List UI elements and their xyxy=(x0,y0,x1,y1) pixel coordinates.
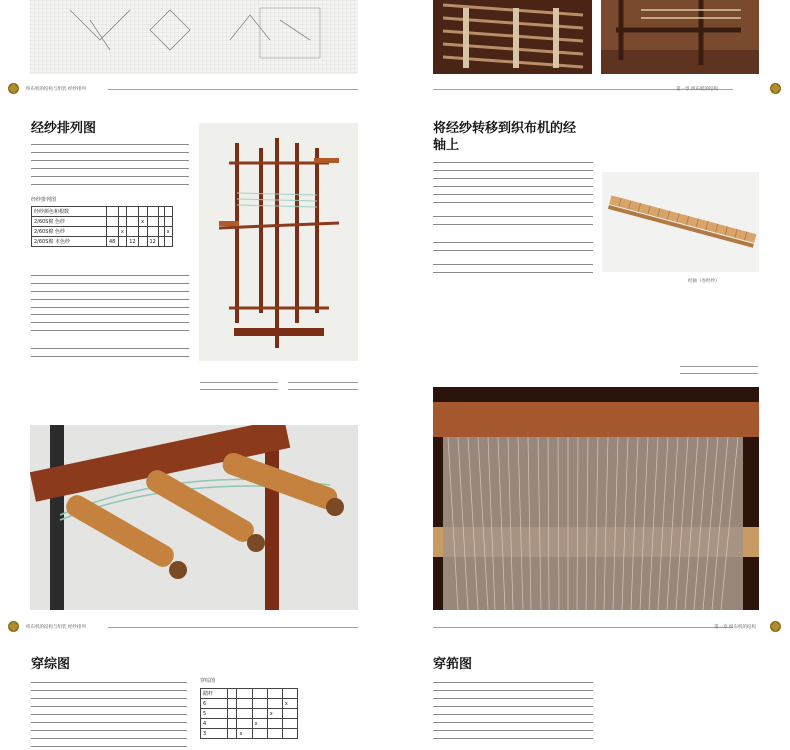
section-title-threading: 穿综图 xyxy=(31,657,71,672)
table-header-cell: 经纱颜色和根数 xyxy=(32,207,107,217)
table-row: 2/60S棉 本色纱 48 12 12 xyxy=(32,237,173,247)
loom-frame-drawing xyxy=(601,0,759,74)
table-row: 5 x xyxy=(201,709,298,719)
table-row: 踏杆 xyxy=(201,689,298,699)
running-footer-left-bottom: 织布机的结构与组装 经纱排列 xyxy=(26,625,86,630)
warp-order-table xyxy=(31,206,173,247)
body-text xyxy=(433,680,593,742)
page-badge-right-bottom xyxy=(770,621,781,632)
section-title-reeding: 穿筘图 xyxy=(433,657,473,672)
running-footer-right-bottom: 第一章 织布机的结构 xyxy=(714,625,756,630)
body-text xyxy=(433,214,593,232)
body-text xyxy=(31,346,189,364)
warping-frame-photo xyxy=(199,123,358,361)
warp-threads-on-loom-photo xyxy=(433,387,759,610)
table-row: 2/60S棉 色纱 x xyxy=(32,217,173,227)
warp-beam-photo xyxy=(602,172,759,272)
body-text xyxy=(433,262,593,274)
warp-beam-drawing xyxy=(602,172,759,272)
weaving-draft-photo xyxy=(30,0,358,74)
page-badge-left-bottom xyxy=(8,621,19,632)
table-row: 4 x xyxy=(201,719,298,729)
page-badge-left-top xyxy=(8,83,19,94)
threading-table xyxy=(200,688,298,739)
loom-frame-photo xyxy=(601,0,759,74)
divider xyxy=(108,89,358,90)
section-title-beaming-line2: 轴上 xyxy=(433,138,460,153)
photo-caption-reed: 经轴（卷经纱） xyxy=(688,279,720,284)
photo-caption xyxy=(288,380,358,394)
body-text xyxy=(433,240,593,252)
table-label: 经纱排列图 xyxy=(31,197,57,203)
table-label: 穿综图 xyxy=(200,678,216,684)
section-title-warping: 经纱排列图 xyxy=(31,121,97,136)
warp-threads-drawing xyxy=(433,387,759,610)
page-badge-right-top xyxy=(770,83,781,94)
body-text xyxy=(31,680,187,750)
warping-pegs-drawing xyxy=(30,425,358,610)
heddle-rack-photo xyxy=(433,0,592,74)
warping-frame-drawing xyxy=(199,123,358,361)
warping-pegs-photo xyxy=(30,425,358,610)
body-text xyxy=(31,142,189,188)
body-text xyxy=(31,312,189,338)
table-row: 3 x xyxy=(201,729,298,739)
running-footer-right-top: 第一章 织布机的结构 xyxy=(676,87,718,92)
body-text xyxy=(433,160,593,206)
divider xyxy=(433,627,733,628)
table-row: 2/60S棉 色纱 x x xyxy=(32,227,173,237)
section-title-beaming-line1: 将经纱转移到织布机的经 xyxy=(433,121,577,136)
body-text xyxy=(31,273,189,309)
running-footer-left-top: 织布机的结构与组装 经纱排列 xyxy=(26,87,86,92)
draft-grid-drawing xyxy=(30,0,358,74)
photo-caption xyxy=(680,364,758,378)
heddle-bars-drawing xyxy=(433,0,592,74)
table-row: 6 x xyxy=(201,699,298,709)
photo-caption xyxy=(200,380,278,394)
divider xyxy=(108,627,358,628)
